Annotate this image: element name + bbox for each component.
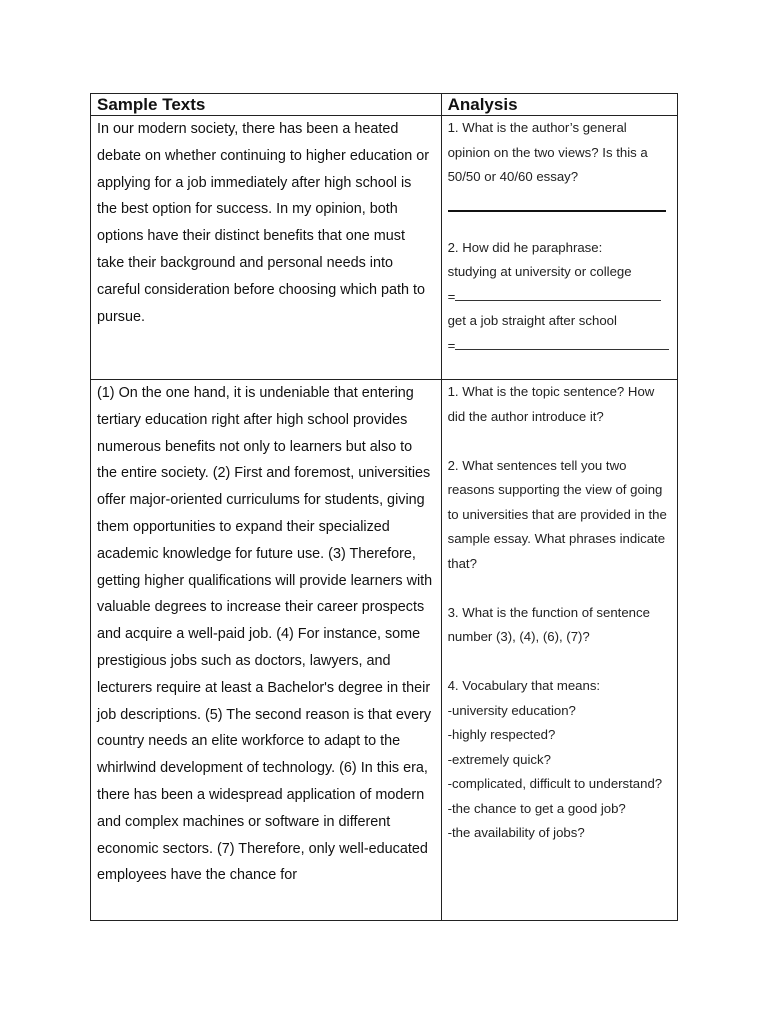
answer-line	[448, 210, 666, 212]
table-row	[91, 116, 678, 380]
question-2-item-1: studying at university or college	[447, 264, 632, 279]
analysis-body	[441, 380, 677, 921]
vocab-item: -the availability of jobs?	[447, 825, 585, 840]
header-analysis: Analysis	[441, 94, 677, 116]
answer-blank-1-row	[448, 285, 672, 310]
vocab-item: -highly respected?	[447, 727, 556, 742]
sample-text-intro: In our modern society, there has been a heated debate on whether continuing to higher education or applying for a job immediately after high school is the best option for success. In my opinion, both options have their distinct benefits that one must take their background and personal needs into careful consideration before choosing which path to pursue.	[91, 116, 442, 380]
answer-blank-prefix: =	[447, 337, 456, 353]
answer-blank-1	[455, 288, 661, 301]
question-4: 4. Vocabulary that means:	[447, 678, 601, 693]
table-row	[91, 380, 678, 921]
header-row	[91, 94, 678, 116]
question-1: 1. What is the author’s general opinion on the two views? Is this a 50/50 or 40/60 essay?	[447, 120, 648, 184]
vocab-item: -extremely quick?	[447, 751, 551, 767]
question-2-item-2: get a job straight after school	[447, 313, 617, 328]
vocab-item: -university education?	[447, 702, 576, 718]
worksheet-table	[90, 93, 678, 921]
sample-text-body: (1) On the one hand, it is undeniable that entering tertiary education right after high school provides numerous benefits not only to learners but also to the entire society. (2) First and foremost, universities offer major-oriented curriculums for students, giving them opportunities to expand their specialized academic knowledge for future use. (3) Therefore, getting higher qualifications will provide learners with valuable degrees to increase their career prospects and acquire a well-paid job. (4) For instance, some prestigious jobs such as doctors, lawyers, and lecturers require at least a Bachelor's degree in their job descriptions. (5) The second reason is that every country needs an elite workforce to adapt to the whirlwind development of technology. (6) In this era, there has been a widespread application of modern and complex machines or software in different economic sectors. (7) Therefore, only well-educated employees have the chance for	[91, 380, 442, 921]
answer-blank-2	[455, 337, 669, 350]
vocab-item: -the chance to get a good job?	[447, 800, 626, 816]
question-2: 2. How did he paraphrase:	[447, 239, 603, 255]
question-3: 3. What is the function of sentence number (3), (4), (6), (7)?	[447, 604, 650, 644]
analysis-intro	[441, 116, 677, 380]
header-sample-texts: Sample Texts	[91, 94, 442, 116]
question-1: 1. What is the topic sentence? How did the author introduce it?	[447, 384, 655, 424]
answer-blank-2-row	[448, 334, 672, 359]
answer-blank-prefix: =	[447, 288, 456, 304]
vocab-item: -complicated, difficult to understand?	[447, 776, 663, 791]
question-2: 2. What sentences tell you two reasons supporting the view of going to universities that are provided in the sample essay. What phrases indicate that?	[447, 457, 667, 571]
